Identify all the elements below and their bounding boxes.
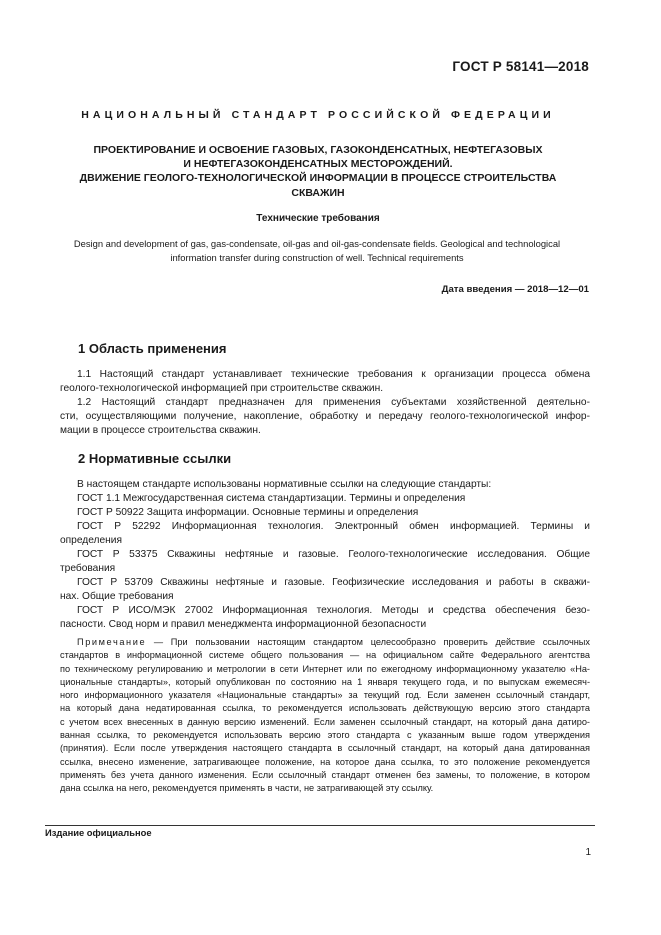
title-line: СКВАЖИН xyxy=(291,186,345,199)
reference-line: ГОСТ Р 53709 Скважины нефтяные и газовые. Геофизические исследования и работы в скважи- xyxy=(77,577,590,588)
paragraph-line: сти, осуществляющими получение, накопление, обработку и передачу геолого-технологической инфор- xyxy=(60,411,590,422)
title-line: ДВИЖЕНИЕ ГЕОЛОГО-ТЕХНОЛОГИЧЕСКОЙ ИНФОРМАЦИИ В ПРОЦЕССЕ СТРОИТЕЛЬСТВА xyxy=(79,172,557,185)
official-edition-label: Издание официальное xyxy=(45,827,152,838)
english-title-line: Design and development of gas, gas-condensate, oil-gas and oil-gas-condensate fields. Geological and technological xyxy=(73,238,561,249)
paragraph-line: 1.2 Настоящий стандарт предназначен для применения субъектами хозяйственной деятельно- xyxy=(77,397,590,408)
paragraph-line: мации в процессе строительства скважин. xyxy=(60,425,261,436)
paragraph-line: 1.1 Настоящий стандарт устанавливает технические требования к организации процесса обмена xyxy=(77,369,590,380)
paragraph-line: В настоящем стандарте использованы нормативные ссылки на следующие стандарты: xyxy=(77,479,492,490)
note-line: применять без учета данного изменения. Если ссылочный стандарт отменен без замены, то положение, в котором xyxy=(60,769,590,780)
note-line: (принятия). Если после утверждения настоящего стандарта в ссылочный стандарт, на который дана датированная xyxy=(60,743,590,754)
section-2-heading: 2 Нормативные ссылки xyxy=(78,451,232,466)
note-line: ного информационного указателя «Национальные стандарты» за текущий год. Если заменен ссылочный стандарт, xyxy=(60,690,590,701)
reference-line: нах. Общие требования xyxy=(60,591,174,602)
document-title xyxy=(60,143,576,200)
reference-line: пасности. Свод норм и правил менеджмента информационной безопасности xyxy=(60,619,427,630)
page-number: 1 xyxy=(585,847,591,858)
title-line: ПРОЕКТИРОВАНИЕ И ОСВОЕНИЕ ГАЗОВЫХ, ГАЗОКОНДЕНСАТНЫХ, НЕФТЕГАЗОВЫХ xyxy=(93,144,543,156)
reference-line: требования xyxy=(60,563,116,574)
section-1-heading: 1 Область применения xyxy=(78,341,227,356)
reference-line: ГОСТ Р 50922 Защита информации. Основные термины и определения xyxy=(77,507,419,518)
document-number: ГОСТ Р 58141—2018 xyxy=(452,59,589,74)
paragraph-line: геолого-технологической информацией при строительстве скважин. xyxy=(60,383,384,394)
introduction-date: Дата введения — 2018—12—01 xyxy=(441,284,589,295)
reference-line: ГОСТ Р 53375 Скважины нефтяные и газовые. Геолого-технологические исследования. Общие xyxy=(77,549,590,560)
reference-line: определения xyxy=(60,535,123,546)
national-standard-heading: НАЦИОНАЛЬНЫЙ СТАНДАРТ РОССИЙСКОЙ ФЕДЕРАЦИИ xyxy=(81,109,555,121)
note-label: Примечание xyxy=(77,637,147,647)
english-title-line: information transfer during construction of well. Technical requirements xyxy=(170,251,464,263)
note-line: по техническому регулированию и метрологии в сети Интернет или по ежегодному информационному указателю «На- xyxy=(60,663,590,674)
note-line: стандартов в информационной системе общего пользования — на официальном сайте Федерального агентства xyxy=(60,650,590,661)
reference-line: ГОСТ Р ИСО/МЭК 27002 Информационная технология. Методы и средства обеспечения безо- xyxy=(77,605,590,616)
note-line: дана ссылка на него, рекомендуется применять в части, не затрагивающей эту ссылку. xyxy=(60,783,434,794)
reference-line: ГОСТ Р 52292 Информационная технология. Электронный обмен информацией. Термины и xyxy=(77,521,590,532)
document-subtitle: Технические требования xyxy=(256,213,380,224)
note-line: ссылка, внесено изменение, затрагивающее положение, на которое дана ссылка, то это положение рекомендуется xyxy=(60,756,590,767)
reference-line: ГОСТ 1.1 Межгосударственная система стандартизации. Термины и определения xyxy=(77,493,466,504)
note-line xyxy=(60,636,590,649)
note-line: на который дана недатированная ссылка, то рекомендуется использовать действующую версию этого стандарта xyxy=(60,703,590,714)
note-block xyxy=(60,636,590,796)
title-line: И НЕФТЕГАЗОКОНДЕНСАТНЫХ МЕСТОРОЖДЕНИЙ. xyxy=(183,158,453,171)
note-line: ванная ссылка, то рекомендуется использовать версию этого стандарта с указанным выше годом утверждения xyxy=(60,730,590,741)
note-line: с учетом всех внесенных в данную версию изменений. Если заменен ссылочный стандарт, на который дана датиро- xyxy=(60,716,590,727)
note-line: циональные стандарты», который опубликован по состоянию на 1 января текущего года, и по выпускам ежемесяч- xyxy=(60,676,590,687)
english-title xyxy=(45,237,589,264)
note-text: — При пользовании настоящим стандартом целесообразно проверить действие ссылочных xyxy=(146,637,590,647)
